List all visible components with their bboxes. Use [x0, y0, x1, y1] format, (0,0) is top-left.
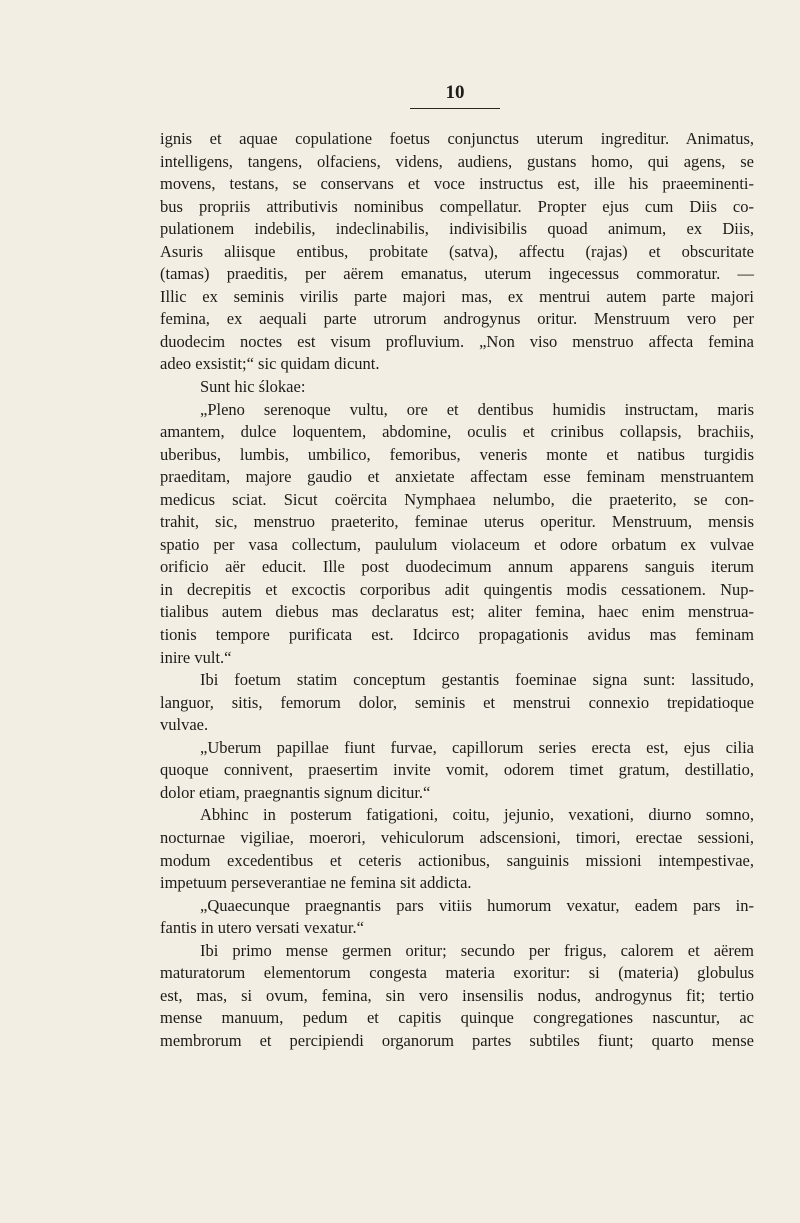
text-line: languor, sitis, femorum dolor, seminis et menstrui connexio trepidatioque	[160, 692, 754, 712]
text-line: orificio aër educit. Ille post duodecimum annum apparens sanguis iterum	[160, 557, 754, 577]
text-line: tialibus autem diebus mas declaratus est; aliter femina, haec enim menstrua-	[160, 602, 754, 622]
text-line: vulvae.	[160, 715, 209, 735]
text-line: „Pleno serenoque vultu, ore et dentibus humidis instructam, maris	[200, 399, 754, 419]
page-number: 10	[445, 82, 465, 103]
text-line: Illic ex seminis virilis parte majori mas, ex mentrui autem parte majori	[160, 286, 754, 306]
body-text	[160, 128, 754, 1052]
text-line: Ibi foetum statim conceptum gestantis foeminae signa sunt: lassitudo,	[200, 670, 754, 690]
text-line: quoque connivent, praesertim invite vomit, odorem timet gratum, destillatio,	[160, 760, 754, 780]
text-line: mense manuum, pedum et capitis quinque congregationes nascuntur, ac	[160, 1008, 754, 1028]
text-line: (tamas) praeditis, per aërem emanatus, uterum ingecessus commoratur. —	[160, 264, 754, 284]
text-line: adeo exsistit;“ sic quidam dicunt.	[160, 354, 380, 374]
text-line: bus propriis attributivis nominibus compellatur. Propter ejus cum Diis co-	[160, 196, 754, 216]
text-line: uberibus, lumbis, umbilico, femoribus, veneris monte et natibus turgidis	[160, 444, 754, 464]
text-line: Abhinc in posterum fatigationi, coitu, jejunio, vexationi, diurno somno,	[200, 805, 754, 825]
text-line: amantem, dulce loquentem, abdomine, oculis et crinibus collapsis, brachiis,	[160, 422, 754, 442]
text-line: medicus sciat. Sicut coërcita Nymphaea nelumbo, die praeterito, se con-	[160, 489, 754, 509]
text-line: praeditam, majore gaudio et anxietate affectam esse feminam menstruantem	[160, 467, 754, 487]
text-line: trahit, sic, menstruo praeterito, feminae uterus operitur. Menstruum, mensis	[160, 512, 754, 532]
text-line: spatio per vasa collectum, paululum violaceum et odore orbatum ex vulvae	[160, 534, 754, 554]
text-line: tionis tempore purificata est. Idcirco propagationis avidus mas feminam	[160, 625, 754, 645]
text-line: nocturnae vigiliae, moerori, vehiculorum adscensioni, timori, erectae sessioni,	[160, 827, 754, 847]
text-line: femina, ex aequali parte utrorum androgynus oritur. Menstruum vero per	[160, 309, 754, 329]
text-line: pulationem indebilis, indeclinabilis, indivisibilis quoad animum, ex Diis,	[160, 219, 754, 239]
text-line: in decrepitis et excoctis corporibus adit quingentis modis cessationem. Nup-	[160, 579, 754, 599]
text-line: Ibi primo mense germen oritur; secundo per frigus, calorem et aërem	[200, 940, 754, 960]
header-rule	[410, 108, 500, 109]
text-line: intelligens, tangens, olfaciens, videns, audiens, gustans homo, qui agens, se	[160, 151, 754, 171]
text-line: „Uberum papillae fiunt furvae, capillorum series erecta est, ejus cilia	[200, 737, 754, 757]
text-line: movens, testans, se conservans et voce instructus est, ille his praeeminenti-	[160, 174, 754, 194]
text-line: maturatorum elementorum congesta materia exoritur: si (materia) globulus	[160, 963, 754, 983]
text-line: Asuris aliisque entibus, probitate (satva), affectu (rajas) et obscuritate	[160, 241, 754, 261]
text-line: membrorum et percipiendi organorum partes subtiles fiunt; quarto mense	[160, 1030, 754, 1050]
text-line: est, mas, si ovum, femina, sin vero insensilis nodus, androgynus fit; tertio	[160, 985, 754, 1005]
text-line: inire vult.“	[160, 647, 232, 667]
text-line: dolor etiam, praegnantis signum dicitur.“	[160, 782, 431, 802]
text-line: ignis et aquae copulatione foetus conjunctus uterum ingreditur. Animatus,	[160, 129, 754, 148]
text-line: fantis in utero versati vexatur.“	[160, 918, 364, 938]
text-line: modum excedentibus et ceteris actionibus, sanguinis missioni intempestivae,	[160, 850, 754, 870]
text-line: duodecim noctes est visum profluvium. „Non viso menstruo affecta femina	[160, 331, 754, 351]
text-line: impetuum perseverantiae ne femina sit addicta.	[160, 873, 472, 893]
text-line: „Quaecunque praegnantis pars vitiis humorum vexatur, eadem pars in-	[200, 895, 754, 915]
text-line: Sunt hic ślokae:	[200, 377, 306, 397]
